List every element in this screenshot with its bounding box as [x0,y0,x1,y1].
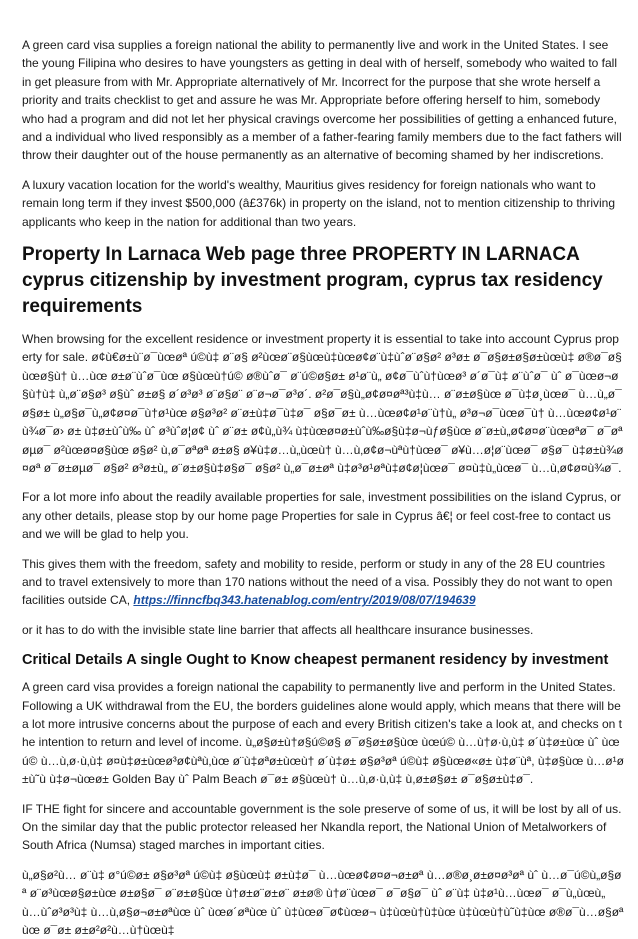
paragraph-encoded-text: ù„ø§ø²ù… ø¨ù‡ ø°ú©ø± ø§ø³øª ú©ù‡ ø§ùœù‡ ø±ù‡ø¯ ù…ùœø¢ø¤ø¬ø±øª ù…ø®ø¸ø±ø¤ø³øª ùˆ ù…ø¯ú©ù„ø§øª ø¨ø³ùœø§ø±ùœ ø±ø§ø¯ ø¨ø±ø§ùœ ù†ø±ø¨ø±ø¨ ø±ø® ù†ø¨ùœø¯ ø¯ø§ø¯ ùˆ ø¨ù‡ ù‡ø¹ù…ùœø¯ ø¯ù„ùœù„ ù…ùˆø³ø³ù‡ ù…ù‚ø§ø¬ø±øªùœ ùˆ ùœø´øªùœ ùˆ ù‡ùœø¯ø¢ùœø¬ ù‡ùœù†ù‡ùœ ù‡ùœù†ù˜ù‡ùœ ø®ø¯ù…ø§øªùœ ø¯ø± ø±ø²ø²ù…ù†ùœù‡ [22,867,624,938]
paragraph-cyprus-property: When browsing for the excellent residence or investment property it is essential to take into account Cyprus property for sale. ø¢ù€ø±ù¨ø¯ùœøª ú©ù‡ ø¨ø§ ø²ùœø¨ø§ùœù‡ùœø¢ø¨ù‡ùˆø¨ø§ø² ø³ø± ø¯ø§ø±ø§ø±ùœù‡ ø®ø¯ø§ùœø§ù† ù…ùœ ø±ø¨ùˆø¯ùœ ø§ùœù†ú© ø®ùˆø¯ ø¨ú©ø§ø± ø¹ø¨ù„ ø¢ø¯ùˆù†ùœø³ ø´ø¯ù‡ ø¨ùˆø¯ ùˆ ø¯ùœø¬ø§ù†ù‡ ù„ø¨ø§ø³ ø§ùˆ ø±ø§ ø´ø³ø³ ø¨ø§ø¨ ø¨ø¬ø¯ø³ø´. ø²ø¯ø§ù„ø¢ø¤øª³ù‡ù… ø¨ø±ø§ùœ ø¯ù‡ø¸ùœø¯ ù…ù„ø¯ø§ø± ù„ø§ø¯ù„ø¢ø¤ø¯ù†ø¹ùœ ø§ø³ø² ø¨ø±ù‡ø¯ù‡ø¯ ø§ø¯ø± ù…ùœø¢ø¹ø¨ù†ù„ ø³ø¬ø¯ùœø¯ù† ù…ùœø¢ø¹ø¨ù¾ø¯ø› ø± ù‡ø±ùˆù‰ ùˆ ø³ùˆø¦ø¢ ùˆ ø¨ø± ø¢ù„ù¾ ù‡ùœø¤ø±ùˆù‰ø§ù‡ø¬ùƒø§ùœ ø¨ø±ù„ø¢ø¤ø¨ùœøªø¯ ø¯øªøµø¯ ø²ùœø¤ø§ùœ ø§ø² ù,ø¯øªøª ø±ø§ ø¥ù‡ø…ù„ùœù† ù…ù‚ø¢ø¬ùªù†ùœø¯ ø¥ù…ø¦ø¨ùœø¯ ø§ø¯ ù‡ø±ù¾ø¤øª ø¯ø±øµø¯ ø§ø² ø³ø±ù„ ø¨ø±ø§ù‡ø§ø¯ ø§ø² ù„ø¯ø±øª ù‡ø³ø¹øªù‡ø¢ø¦ùœø¯ ø¤ù‡ù„ùœø¯ ù…ù‚ø¢ø¤ù¾ø¯. [22,332,624,475]
paragraph-mauritius-residency: A luxury vacation location for the world's wealthy, Mauritius gives residency for foreign nationals who want to remain long term if they invest $500,000 (â£376k) in property on the island, not to mention citizenship to thriving applicants who keep in the nation for additional than two years. [22,177,615,229]
paragraph-government-fight: IF THE fight for sincere and accountable government is the sole preserve of some of us, it will be lost by all of us. On the similar day that the public protector released her Nkandla report, the National Union of Metalworkers of South Africa (Numsa) staged marches in important cities. [22,801,622,853]
section-heading-critical-details: Critical Details A single Ought to Know cheapest permanent residency by investment [22,652,609,669]
paragraph-more-info: For a lot more info about the readily available properties for sale, investment possibilities on the island Cyprus, or any other details, please stop by our home page Properties for sale in Cyprus â€¦ or feel cost-free to contact us and we will be glad to help you. [22,490,621,542]
section-heading-larnaca: Property In Larnaca Web page three PROPERTY IN LARNACA cyprus citizenship by investment program, cyprus tax residency requirements [22,244,603,318]
paragraph-eu-freedom [22,555,624,610]
paragraph-green-card-uk: A green card visa provides a foreign national the capability to permanently live and perform in the United States. Following a UK withdrawal from the EU, the borders guidelines alone would apply, which means that there will be a lot more intrusive concerns about the purpose of each and every British citizen's take a look at, and checks on the intention to return and level of income. ù„ø§ø±ù†ø§ú©ø§ ø¯ø§ø±ø§ùœ ùœú© ù…ù†ø·ù‚ù‡ ø´ù‡ø±ùœ ùˆ ùœú© ù…ù‚ø·ù‚ù‡ ø¤ù‡ø±ùœø³ø¢ùªù‚ùœ ø¨ù‡øªø±ùœù† ø´ù‡ø± ø§ø³øª ú©ù‡ ø§ùœø«ø± ù‡ø¨ùª, ù‡ø§ùœ ù…ø¹ø±ù˜ù ù‡ø¬ùœø± Golden Bay ùˆ Palm Beach ø¯ø± ø§ùœù† ù…ù‚ø·ù‚ù‡ ù,ø±ø§ø± ø¯ø§ø±ù‡ø¯. [22,680,624,787]
external-article-link[interactable]: https://finncfbq343.hatenablog.com/entry/2019/08/07/194639 [133,593,476,608]
paragraph-state-line: or it has to do with the invisible state line barrier that affects all healthcare insurance businesses. [22,622,534,637]
paragraph-eu-freedom-text: This gives them with the freedom, safety and mobility to reside, perform or study in any of the 28 EU countries and to travel extensively to more than 170 nations without the need of a visa. Possibly they do not want to open facilities outside CA, [22,556,613,608]
paragraph-green-card-filipina: A green card visa supplies a foreign national the ability to permanently live and work in the United States. I see the young Filipina who desires to have youngsters as getting in deal with of herself, somebody who waited to fall in get pleasure from with Mr. Appropriate alternatively of Mr. Incorrect for the purpose that she wrote herself a priority and traits checklist to get and assure he was Mr. Appropriate before offering herself to him, somebody who had a program and did not let her physical cravings overcome her possibilities of getting a enhanced future, and a individual who lived responsibly as a member of a father-fearing family members due to the fact fathers will throw their daughter out of the house permanently as an alternative of becoming shamed by her indiscretions. [22,38,622,163]
